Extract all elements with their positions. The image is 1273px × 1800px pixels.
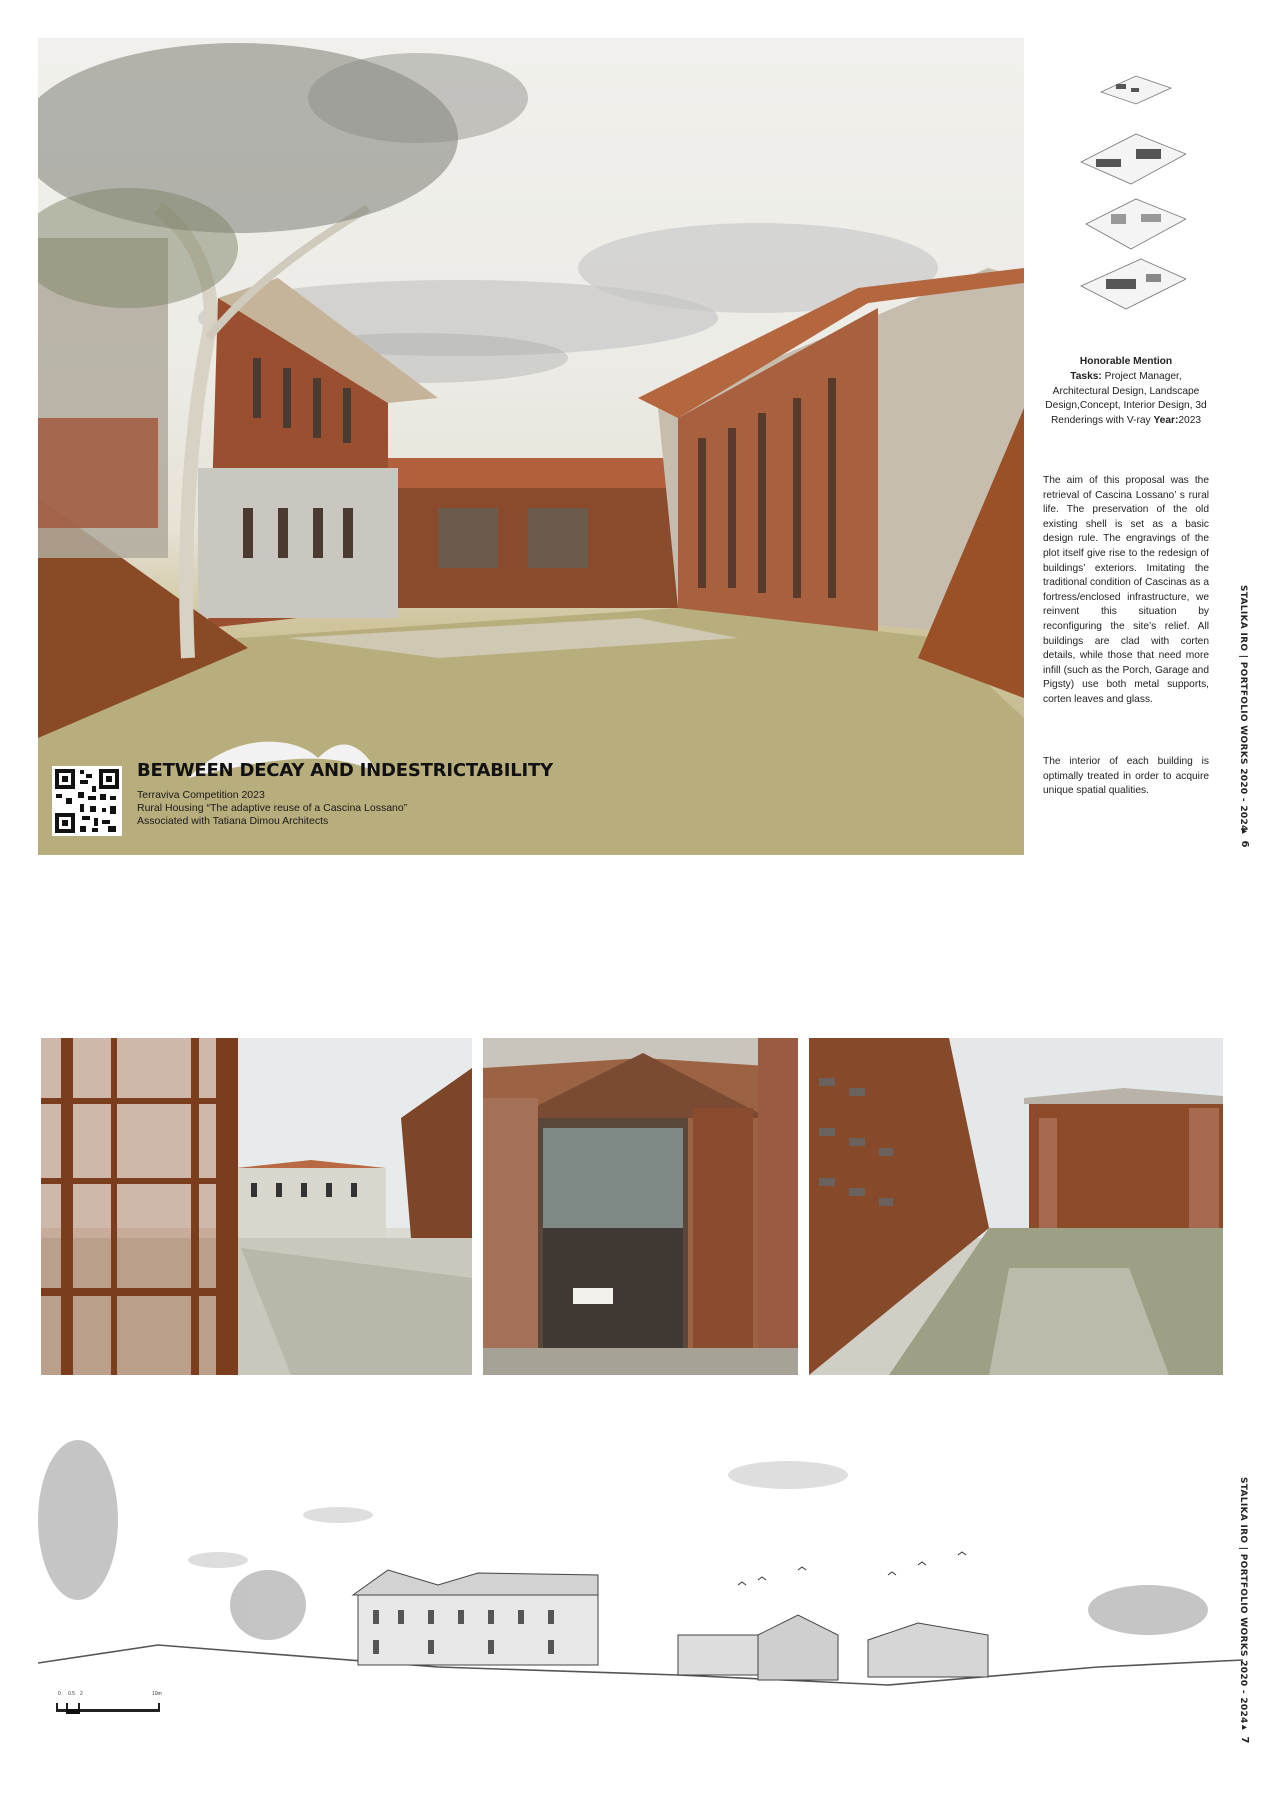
competition-line: Terraviva Competition 2023 (137, 789, 265, 801)
qr-code-graphic (52, 766, 122, 836)
scale-bar-tick-05: 0.5 (68, 1691, 75, 1697)
tasks-block (1043, 370, 1209, 428)
hero-rendering (38, 38, 1024, 855)
hero-render-illustration (38, 38, 1024, 855)
association-line: Associated with Tatiana Dimou Architects (137, 815, 329, 827)
year-value: 2023 (1178, 414, 1202, 426)
section-illustration (38, 1435, 1243, 1725)
axonometric-layers (1076, 74, 1186, 314)
scale-bar-tick-2: 2 (80, 1691, 83, 1697)
render-corridor (809, 1038, 1223, 1375)
site-section-drawing (38, 1435, 1243, 1725)
project-subtitle: Rural Housing “The adaptive reuse of a Cascina Lossano” (137, 802, 408, 814)
exploded-axonometric (1076, 74, 1186, 314)
running-header-bottom: STALIKA IRO | PORTFOLIO WORKS 2020 - 2024 (1238, 1477, 1248, 1724)
year-label: Year: (1153, 414, 1179, 426)
description-paragraph-2: The interior of each building is optimally treated in order to acquire unique spatial qualities. (1043, 756, 1209, 797)
project-title: BETWEEN DECAY AND INDESTRICTABILITY (137, 760, 553, 781)
scale-bar-tick-0: 0 (58, 1691, 61, 1697)
render-courtyard-illustration (41, 1038, 472, 1375)
page-number-top: ▸ 6 (1239, 826, 1250, 848)
running-header-top: STALIKA IRO | PORTFOLIO WORKS 2020 - 2024 (1238, 585, 1248, 832)
page-number-bottom: ▸ 7 (1239, 1722, 1250, 1744)
description-paragraph-1: The aim of this proposal was the retrieval of Cascina Lossano’ s rural life. The preservation of the old existing shell is set as a basic design rule. The engravings of the plot itself give rise to the redesign of buildings’ exteriors. Imitating the traditional condition of Cascinas as a fortress/enclosed infrastructure, we reinvent this situation by reconfiguring the site’s relief. All buildings are clad with corten details, while those that need more infill (such as the Porch, Garage and Pigsty) use both metal supports, corten leaves and glass. (1043, 475, 1209, 705)
qr-code[interactable] (52, 766, 122, 836)
render-interior (483, 1038, 798, 1375)
scale-bar-tick-10m: 10m (152, 1691, 162, 1697)
tasks-text: Project Manager, Architectural Design, Landscape Design,Concept, Interior Design, 3d Renderings with V-ray (1045, 371, 1207, 426)
render-interior-illustration (483, 1038, 798, 1375)
render-corridor-illustration (809, 1038, 1223, 1375)
render-courtyard-screen (41, 1038, 472, 1375)
award-label: Honorable Mention (1079, 356, 1173, 367)
tasks-label: Tasks: (1070, 371, 1102, 382)
